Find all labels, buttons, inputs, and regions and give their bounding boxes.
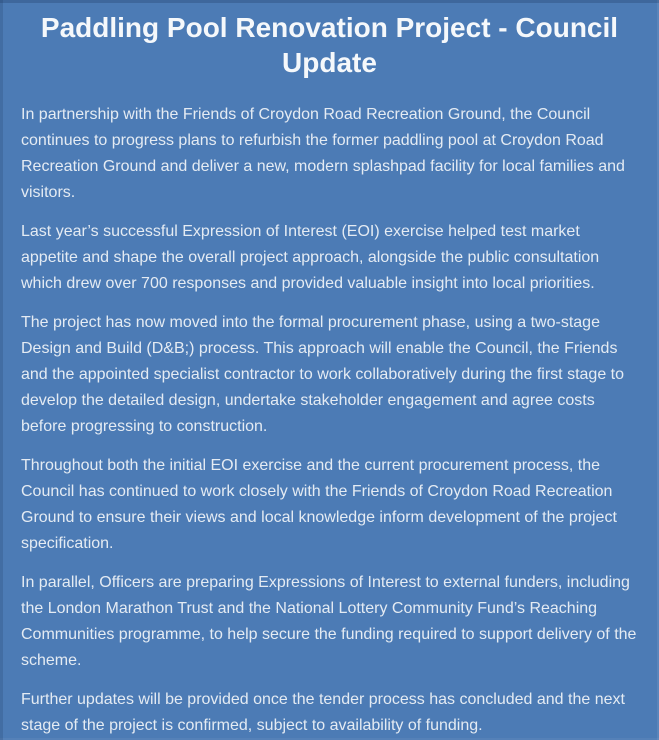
article-body	[21, 102, 638, 739]
page-title: Paddling Pool Renovation Project - Council Update	[40, 12, 619, 78]
paragraph-partnership: In partnership with the Friends of Croydon Road Recreation Ground, the Council continues to progress plans to refurbish the former paddling pool at Croydon Road Recreation Ground and deliver a new, modern splashpad facility for local families and visitors.	[21, 106, 625, 201]
paragraph-friends-collaboration: Throughout both the initial EOI exercise and the current procurement process, the Council has continued to work closely with the Friends of Croydon Road Recreation Ground to ensure their views and local knowledge inform development of the project specification.	[21, 457, 617, 552]
paragraph-external-funders: In parallel, Officers are preparing Expressions of Interest to external funders, including the London Marathon Trust and the National Lottery Community Fund’s Reaching Communities programme, to help secure the funding required to support delivery of the scheme.	[21, 574, 637, 669]
paragraph-eoi-exercise: Last year’s successful Expression of Interest (EOI) exercise helped test market appetite and shape the overall project approach, alongside the public consultation which drew over 700 responses and provided valuable insight into local priorities.	[21, 223, 600, 292]
paragraph-further-updates: Further updates will be provided once the tender process has concluded and the next stage of the project is confirmed, subject to availability of funding.	[21, 691, 625, 734]
paragraph-procurement-phase: The project has now moved into the formal procurement phase, using a two-stage Design and Build (D&B;) process. This approach will enable the Council, the Friends and the appointed specialist contractor to work collaboratively during the first stage to develop the detailed design, undertake stakeholder engagement and agree costs before progressing to construction.	[21, 314, 624, 435]
